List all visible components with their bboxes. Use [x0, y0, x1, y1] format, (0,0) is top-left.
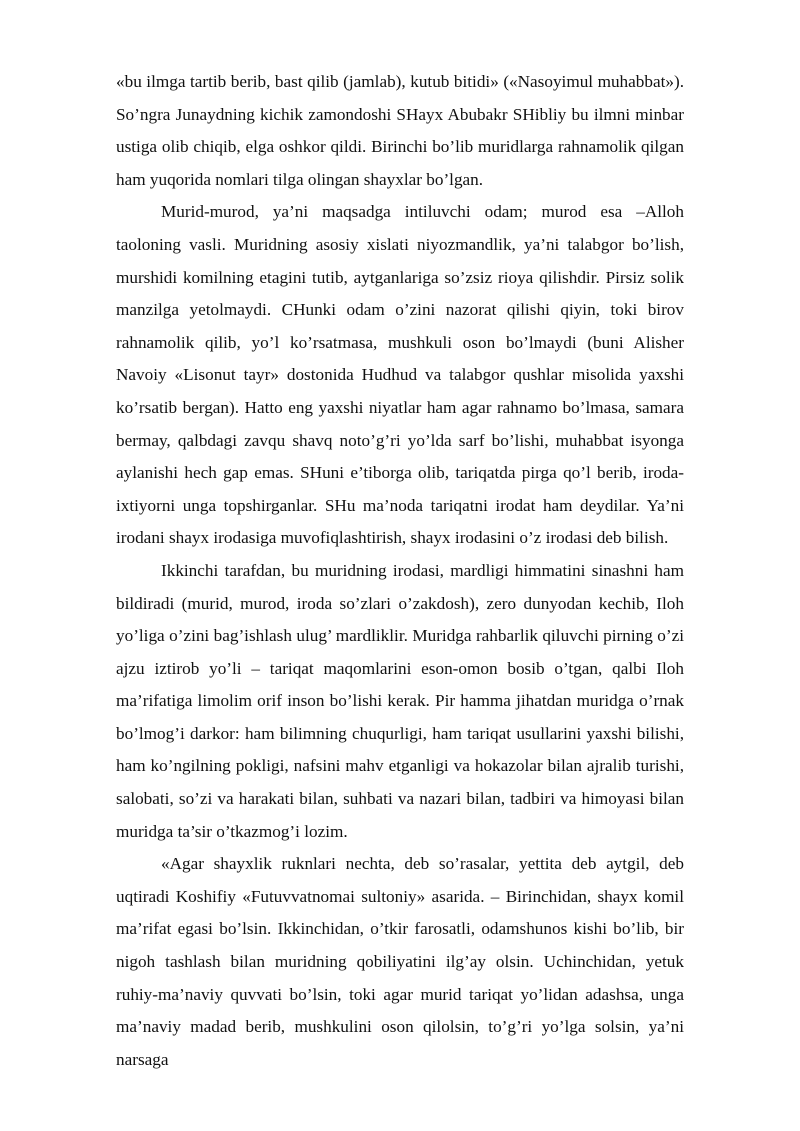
- document-body: [116, 66, 684, 1076]
- paragraph-1: «bu ilmga tartib berib, bast qilib (jamlab), kutub bitidi» («Nasoyimul muhabbat»). So’ngra Junaydning kichik zamondoshi SHayx Abubakr SHibliy bu ilmni minbar ustiga olib chiqib, elga oshkor qildi. Birinchi bo’lib muridlarga rahnamolik qilgan ham yuqorida nomlari tilga olingan shayxlar bo’lgan.: [116, 72, 684, 189]
- paragraph-4: «Agar shayxlik ruknlari nechta, deb so’rasalar, yettita deb aytgil, deb uqtiradi Koshifiy «Futuvvatnomai sultoniy» asarida. – Birinchidan, shayx komil ma’rifat egasi bo’lsin. Ikkinchidan, o’tkir farosatli, odamshunos kishi bo’lib, bir nigoh tashlash bilan muridning qobiliyatini ilg’ay olsin. Uchinchidan, yetuk ruhiy-ma’naviy quvvati bo’lsin, toki agar murid tariqat yo’lidan adashsa, unga ma’naviy madad berib, mushkulini oson qilolsin, to’g’ri yo’lga solsin, ya’ni narsaga: [116, 854, 684, 1069]
- paragraph-2: Murid-murod, ya’ni maqsadga intiluvchi odam; murod esa –Alloh taoloning vasli. Muridning asosiy xislati niyozmandlik, ya’ni talabgor bo’lish, murshidi komilning etagini tutib, aytganlariga so’zsiz rioya qilishdir. Pirsiz solik manzilga yetolmaydi. CHunki odam o’zini nazorat qilishi qiyin, toki birov rahnamolik qilib, yo’l ko’rsatmasa, mushkuli oson bo’lmaydi (buni Alisher Navoiy «Lisonut tayr» dostonida Hudhud va talabgor qushlar misolida yaxshi ko’rsatib bergan). Hatto eng yaxshi niyatlar ham agar rahnamo bo’lmasa, samara bermay, qalbdagi zavqu shavq noto’g’ri yo’lda sarf bo’lishi, muhabbat isyonga aylanishi hech gap emas. SHuni e’tiborga olib, tariqatda pirga qo’l berib, iroda-ixtiyorni unga topshirganlar. SHu ma’noda tariqatni irodat ham deydilar. Ya’ni irodani shayx irodasiga muvofiqlashtirish, shayx irodasini o’z irodasi deb bilish.: [116, 202, 684, 548]
- paragraph-3: Ikkinchi tarafdan, bu muridning irodasi, mardligi himmatini sinashni ham bildiradi (murid, murod, iroda so’zlari o’zakdosh), zero dunyodan kechib, Iloh yo’liga o’zini bag’ishlash ulug’ mardliklir. Muridga rahbarlik qiluvchi pirning o’zi ajzu iztirob yo’li – tariqat maqomlarini eson-omon bosib o’tgan, qalbi Iloh ma’rifatiga limolim orif inson bo’lishi kerak. Pir hamma jihatdan muridga o’rnak bo’lmog’i darkor: ham bilimning chuqurligi, ham tariqat usullarini yaxshi bilishi, ham ko’ngilning pokligi, nafsini mahv etganligi va hokazolar bilan ajralib turishi, salobati, so’zi va harakati bilan, suhbati va nazari bilan, tadbiri va himoyasi bilan muridga ta’sir o’tkazmog’i lozim.: [116, 560, 684, 841]
